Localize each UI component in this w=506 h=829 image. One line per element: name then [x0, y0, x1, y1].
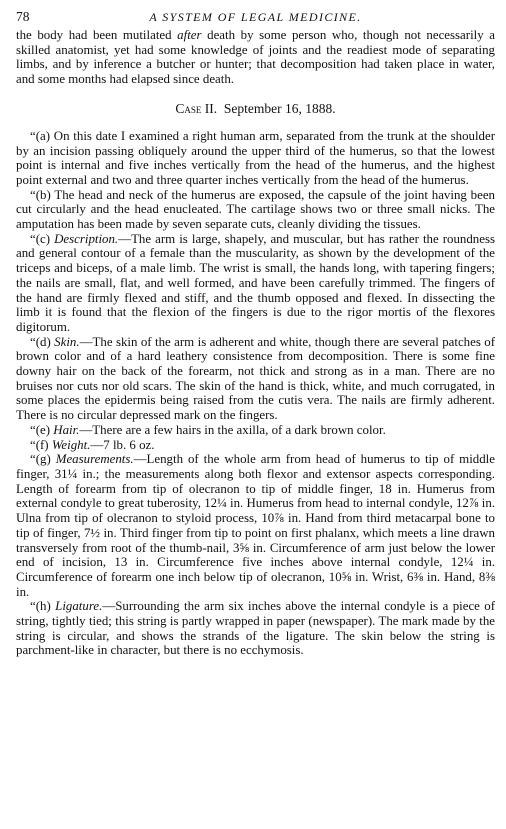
- case-label: Case II.: [175, 100, 218, 116]
- page-header: [16, 8, 495, 28]
- paragraph-b: “(b) The head and neck of the humerus are exposed, the capsule of the joint having been cut circularly and the head enucleated. The cartilage shows two or three small nicks. The amputation has been made by seven separate cuts, cleanly dividing the tissues.: [16, 187, 495, 232]
- paragraph-e-hair: “(e) Hair.—There are a few hairs in the axilla, of a dark brown color.: [30, 422, 386, 437]
- paragraph-g-measurements: “(g) Measurements.—Length of the whole arm from head of humerus to tip of middle finger, 31¼ in.; the measurements along both flexor and extensor aspects corresponding. Length of forearm from tip of olecranon to tip of middle finger, 18 in. Humerus from external condyle to great tuberosity, 12¼ in. Humerus from head to internal condyle, 12⅞ in. Ulna from tip of olecranon to styloid process, 10⅞ in. Hand from third metacarpal bone to tip of finger, 7½ in. Third finger from tip to point on first phalanx, which meets a line drawn transversely from root of the thumb-nail, 3⅝ in. Circumference of arm just below the lower end of incision, 13 in. Circumference five inches above internal condyle, 12¼ in. Circumference of forearm one inch below tip of olecranon, 10⅝ in. Wrist, 6⅜ in. Hand, 8⅜ in.: [16, 452, 495, 599]
- emphasis-after: after: [177, 28, 202, 42]
- running-title: A SYSTEM OF LEGAL MEDICINE.: [149, 10, 362, 24]
- paragraph-h-ligature: “(h) Ligature.—Surrounding the arm six inches above the internal condyle is a piece of string, tightly tied; this string is partly wrapped in paper (newspaper). The mark made by the string is circular, and shows the strands of the ligature. The skin below the string is parchment-like in character, but there is no ecchymosis.: [16, 599, 496, 658]
- paragraph-d-skin: “(d) Skin.—The skin of the arm is adherent and white, though there are several patches of brown color and of a hard leathery consistence from decomposition. There is some fine downy hair on the back of the forearm, not thick and strong as in a man. There are no bruises nor cuts nor old scars. The skin of the hand is thick, white, and much corrugated, in some places the epidermis being raised from the cutis vera. The nails are firmly adherent. There is no circular depressed mark on the fingers.: [16, 334, 496, 423]
- case-date: September 16, 1888.: [223, 100, 336, 116]
- paragraph-c-description: “(c) Description.—The arm is large, shapely, and muscular, but has rather the roundness and general contour of a female than the muscularity, as shown by the development of the triceps and biceps, of a male limb. The wrist is small, the hands long, with tapering fingers; the nails are small, flat, and well formed, and have been carefully trimmed. The fingers of the hand are firmly flexed and stiff, and the thumb opposed and flexed. In dissecting the limb it is found that the flexion of the fingers is due to the rigor mortis of the flexores digitorum.: [16, 231, 496, 334]
- case-heading: [16, 101, 495, 117]
- page-number: 78: [16, 9, 30, 24]
- paragraph-f-weight: “(f) Weight.—7 lb. 6 oz.: [30, 437, 155, 452]
- intro-paragraph: the body had been mutilated after death by some person who, though not necessarily a skilled anatomist, yet had some knowledge of joints and the readiest mode of separating limbs, and by inference a butcher or hunter; that decomposition had taken place in water, and some months had elapsed since death.: [16, 28, 496, 87]
- paragraph-a: “(a) On this date I examined a right human arm, separated from the trunk at the shoulder by an incision passing obliquely around the upper third of the humerus, so that the lowest point is internal and five inches vertically from the head of the humerus, and the highest point external and two and three quarter inches vertically from the head of the humerus.: [16, 128, 495, 187]
